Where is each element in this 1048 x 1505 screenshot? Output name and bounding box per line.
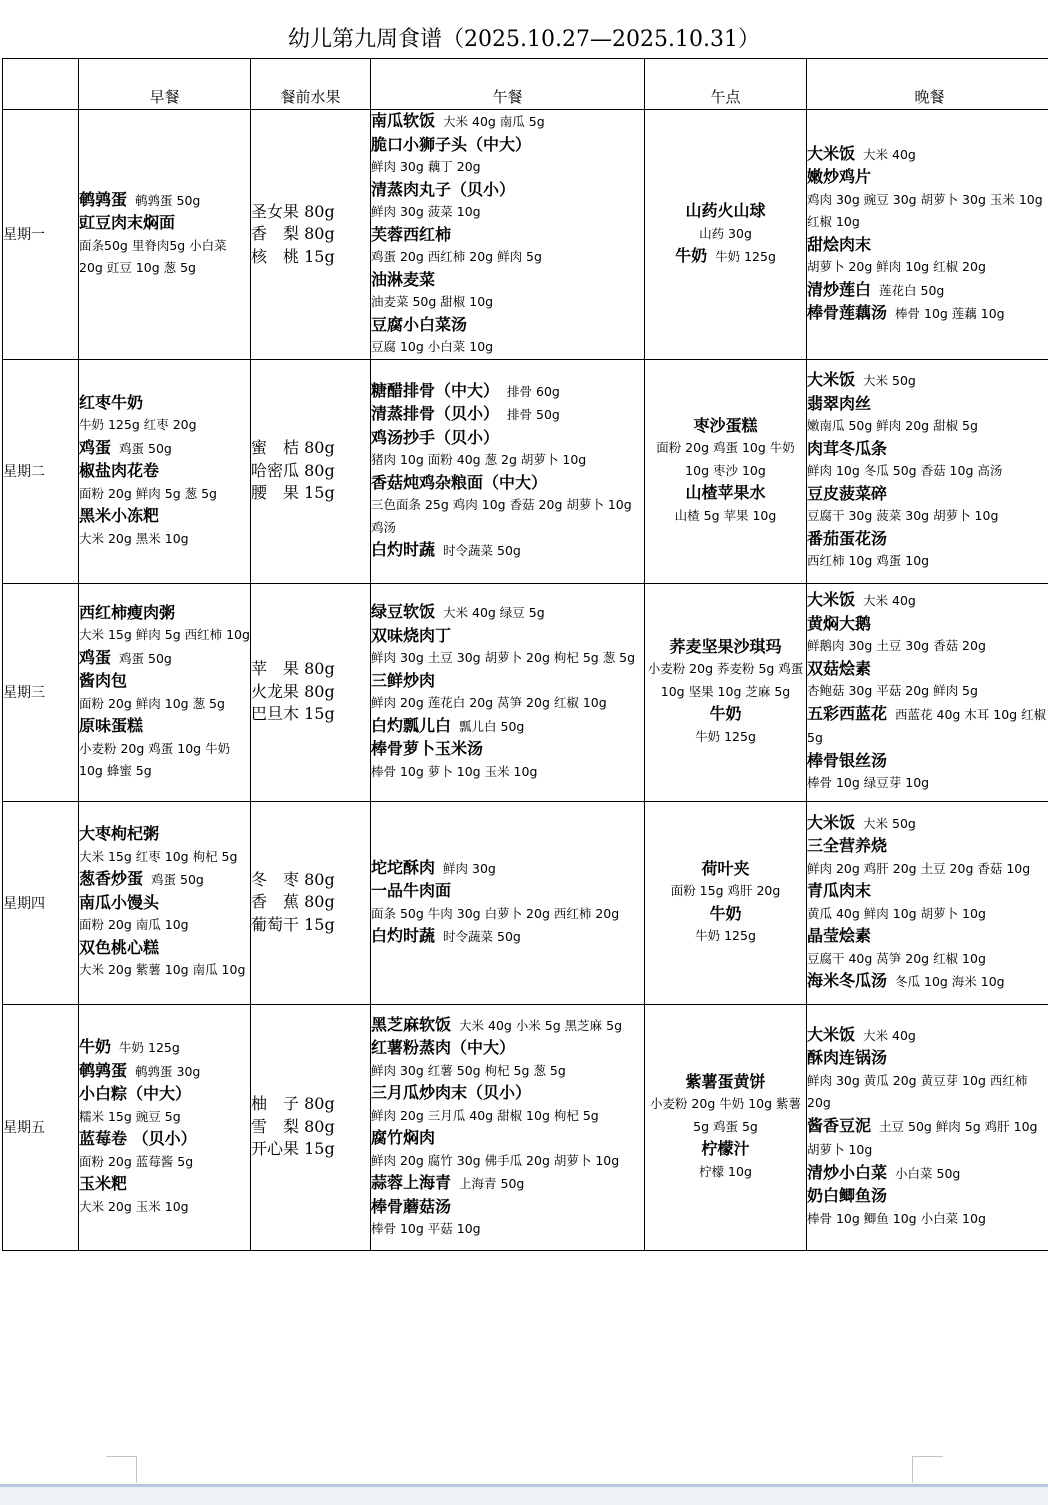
dish-item [807,483,1048,506]
dish-item [371,403,644,427]
dish-item [807,880,1048,903]
dish-name: 南瓜小馒头 [79,893,159,912]
header-dinner: 晚餐 [807,59,1048,110]
dish-item [79,647,250,671]
day-label: 星期五 [3,1004,79,1250]
fruit-item: 巴旦木 15g [251,703,370,726]
dish-ingredients: 大米 50g [863,373,916,388]
header-breakfast: 早餐 [79,59,251,110]
dish-item [807,589,1048,613]
dish-ingredients: 莲花白 50g [879,283,944,298]
dish-ingredients: 糯米 15g 豌豆 5g [79,1106,250,1129]
dish-name: 酱香豆泥 [807,1116,871,1135]
dish-ingredients: 胡萝卜 20g 鲜肉 10g 红椒 20g [807,256,1048,279]
dish-ingredients: 上海青 50g [459,1176,524,1191]
dish-name: 白灼时蔬 [371,540,435,559]
dish-name: 酥肉连锅汤 [807,1048,887,1067]
dish-ingredients: 鸡肉 30g 豌豆 30g 胡萝卜 30g 玉米 10g 红椒 10g [807,189,1048,234]
lunch-cell [371,801,645,1004]
fruit-item: 香 梨 80g [251,223,370,246]
dish-ingredients: 时令蔬菜 50g [443,543,521,558]
dish-name: 糖醋排骨（中大） [371,381,499,400]
dish-name: 绿豆软饭 [371,602,435,621]
dish-item [807,970,1048,994]
dish-ingredients: 鲜肉 10g 冬瓜 50g 香菇 10g 高汤 [807,460,1048,483]
dish-ingredients: 牛奶 125g [119,1040,180,1055]
dish-ingredients: 大米 15g 鲜肉 5g 西红柿 10g [79,624,250,647]
dish-name: 清炒小白菜 [807,1163,887,1182]
dish-item [371,472,644,495]
dish-name: 嫩炒鸡片 [807,167,871,186]
dish-item [807,835,1048,858]
dish-ingredients: 柠檬 10g [645,1161,806,1184]
dish-item [371,1082,644,1105]
dish-name: 棒骨蘑菇汤 [371,1197,451,1216]
dish-name: 双菇烩素 [807,659,871,678]
crop-mark-left [106,1456,137,1483]
dish-ingredients: 西蓝花 40g 木耳 10g 红椒 5g [807,707,1046,746]
dish-item [371,134,644,157]
dish-name: 双色桃心糕 [79,938,159,957]
fruit-item: 葡萄干 15g [251,914,370,937]
snack-cell [645,359,807,583]
dish-name: 坨坨酥肉 [371,858,435,877]
dish-ingredients: 山药 30g [645,223,806,246]
dish-ingredients: 大米 20g 紫薯 10g 南瓜 10g [79,959,250,982]
dish-name: 牛奶 [79,1037,111,1056]
header-row [3,59,1048,110]
day-row [3,110,1048,360]
dish-name: 腐竹焖肉 [371,1128,435,1147]
dish-item [79,715,250,738]
dish-item [79,602,250,625]
dish-name: 荞麦坚果沙琪玛 [669,637,781,656]
dish-name: 黄焖大鹅 [807,614,871,633]
dish-item [807,234,1048,257]
dish-name: 棒骨莲藕汤 [807,303,887,322]
dish-item [645,1138,806,1161]
fruit-cell [251,801,371,1004]
dish-item [371,1172,644,1196]
header-corner [3,59,79,110]
dish-ingredients: 鲜肉 30g 黄瓜 20g 黄豆芽 10g 西红柿 20g [807,1070,1048,1115]
dish-item [807,1024,1048,1048]
dish-ingredients: 大米 40g 绿豆 5g [443,605,545,620]
dish-ingredients: 鲜肉 30g 菠菜 10g [371,201,644,224]
dish-ingredients: 大米 20g 黑米 10g [79,528,250,551]
dish-name: 三鲜炒肉 [371,671,435,690]
dish-ingredients: 猪肉 10g 面粉 40g 葱 2g 胡萝卜 10g [371,449,644,472]
dish-item [371,539,644,563]
dish-ingredients: 面粉 20g 鲜肉 5g 葱 5g [79,483,250,506]
dish-name: 芙蓉西红柿 [371,225,451,244]
dish-name: 豆皮菠菜碎 [807,484,887,503]
dish-ingredients: 鸡蛋 50g [119,441,172,456]
dish-name: 鹌鹑蛋 [79,1061,127,1080]
lunch-cell [371,1004,645,1250]
dish-ingredients: 大米 15g 红枣 10g 枸杞 5g [79,846,250,869]
dish-ingredients: 大米 40g [863,593,916,608]
dish-item [79,1128,250,1151]
dish-ingredients: 棒骨 10g 萝卜 10g 玉米 10g [371,761,644,784]
dish-name: 五彩西蓝花 [807,704,887,723]
dish-item [807,279,1048,303]
dish-ingredients: 牛奶 125g [715,249,776,264]
dish-ingredients: 鲜肉 20g 鸡肝 20g 土豆 20g 香菇 10g [807,858,1048,881]
dish-name: 青瓜肉末 [807,881,871,900]
dish-ingredients: 鸡蛋 20g 西红柿 20g 鲜肉 5g [371,246,644,269]
dish-ingredients: 小麦粉 20g 荞麦粉 5g 鸡蛋 10g 坚果 10g 芝麻 5g [645,658,806,703]
dish-item [645,482,806,505]
fruit-item: 冬 枣 80g [251,869,370,892]
dish-name: 黑米小冻粑 [79,506,159,525]
menu-body [3,110,1048,1251]
dish-item [79,892,250,915]
dish-ingredients: 鸡蛋 50g [151,872,204,887]
dish-item [807,1115,1048,1162]
dish-ingredients: 大米 40g [863,147,916,162]
dish-item [79,460,250,483]
dish-item [807,812,1048,836]
snack-cell [645,583,807,801]
dish-item [371,670,644,693]
dish-item [807,1162,1048,1186]
dish-name: 大米饭 [807,1025,855,1044]
dish-ingredients: 牛奶 125g 红枣 20g [79,414,250,437]
dish-item [645,703,806,726]
breakfast-cell [79,801,251,1004]
dish-name: 荷叶夹 [701,859,749,878]
dish-item [371,925,644,949]
dish-item [371,738,644,761]
header-snack: 午点 [645,59,807,110]
dish-item [79,189,250,213]
dish-item [807,703,1048,750]
dish-name: 山楂苹果水 [685,483,765,502]
dish-ingredients: 面粉 20g 蓝莓酱 5g [79,1151,250,1174]
dish-name: 紫薯蛋黄饼 [685,1072,765,1091]
dish-item [645,636,806,659]
dish-item [807,925,1048,948]
fruit-item: 柚 子 80g [251,1093,370,1116]
dish-ingredients: 面条 50g 牛肉 30g 白萝卜 20g 西红柿 20g [371,903,644,926]
day-label: 星期一 [3,110,79,360]
dish-name: 牛奶 [709,904,741,923]
dish-name: 肉茸冬瓜条 [807,439,887,458]
dish-name: 红枣牛奶 [79,393,143,412]
dish-ingredients: 鹌鹑蛋 30g [135,1064,200,1079]
dish-item [371,857,644,881]
dinner-cell [807,110,1048,360]
dish-ingredients: 小白菜 50g [895,1166,960,1181]
dish-ingredients: 小麦粉 20g 牛奶 10g 紫薯 5g 鸡蛋 5g [645,1093,806,1138]
dish-ingredients: 鲜肉 30g [443,861,496,876]
dish-name: 大米饭 [807,813,855,832]
dish-item [79,1060,250,1084]
dish-item [79,392,250,415]
dish-name: 黑芝麻软饭 [371,1015,451,1034]
dish-ingredients: 杏鲍菇 30g 平菇 20g 鲜肉 5g [807,680,1048,703]
day-row [3,359,1048,583]
dish-ingredients: 豆腐 10g 小白菜 10g [371,336,644,359]
dish-name: 三全营养烧 [807,836,887,855]
dish-name: 牛奶 [709,704,741,723]
dish-name: 鸡蛋 [79,648,111,667]
dish-ingredients: 小麦粉 20g 鸡蛋 10g 牛奶 10g 蜂蜜 5g [79,738,250,783]
fruit-item: 蜜 桔 80g [251,437,370,460]
day-row [3,1004,1048,1250]
header-lunch: 午餐 [371,59,645,110]
dish-item [807,1047,1048,1070]
dish-item [371,380,644,404]
fruit-item: 哈密瓜 80g [251,460,370,483]
dish-ingredients: 油麦菜 50g 甜椒 10g [371,291,644,314]
dish-item [371,625,644,648]
dish-item [807,369,1048,393]
dish-ingredients: 鲜肉 30g 红薯 50g 枸杞 5g 葱 5g [371,1060,644,1083]
dish-ingredients: 大米 40g [863,1028,916,1043]
dish-item [371,224,644,247]
fruit-cell [251,359,371,583]
lunch-cell [371,110,645,360]
dish-item [645,903,806,926]
dish-ingredients: 面条50g 里脊肉5g 小白菜 20g 豇豆 10g 葱 5g [79,235,250,280]
dish-ingredients: 豆腐干 30g 菠菜 30g 胡萝卜 10g [807,505,1048,528]
dish-ingredients: 面粉 20g 鲜肉 10g 葱 5g [79,693,250,716]
dish-ingredients: 大米 50g [863,816,916,831]
dish-name: 棒骨银丝汤 [807,751,887,770]
dish-item [371,880,644,903]
crop-mark-right [912,1456,943,1483]
dish-item [371,427,644,450]
dish-ingredients: 冬瓜 10g 海米 10g [895,974,1005,989]
dish-ingredients: 排骨 50g [507,407,560,422]
dish-name: 大米饭 [807,590,855,609]
dish-ingredients: 嫩南瓜 50g 鲜肉 20g 甜椒 5g [807,415,1048,438]
dish-item [645,858,806,881]
dish-name: 小白粽（中大） [79,1084,191,1103]
day-label: 星期四 [3,801,79,1004]
page-title: 幼儿第九周食谱（2025.10.27—2025.10.31） [0,22,1048,53]
dish-ingredients: 面粉 15g 鸡肝 20g [645,880,806,903]
snack-cell [645,801,807,1004]
dish-name: 三月瓜炒肉末（贝小） [371,1083,531,1102]
dish-item [79,823,250,846]
fruit-cell [251,110,371,360]
dish-item [807,750,1048,773]
dish-name: 豆腐小白菜汤 [371,315,467,334]
dish-name: 红薯粉蒸肉（中大） [371,1038,515,1057]
dish-ingredients: 棒骨 10g 平菇 10g [371,1218,644,1241]
breakfast-cell [79,1004,251,1250]
dish-name: 豇豆肉末焖面 [79,213,175,232]
dish-item [807,528,1048,551]
fruit-item: 圣女果 80g [251,201,370,224]
fruit-item: 腰 果 15g [251,482,370,505]
dish-item [79,505,250,528]
dish-item [79,1083,250,1106]
fruit-item: 开心果 15g [251,1138,370,1161]
dish-name: 一品牛肉面 [371,881,451,900]
dish-item [807,393,1048,416]
dish-name: 棒骨萝卜玉米汤 [371,739,483,758]
dinner-cell [807,1004,1048,1250]
dish-item [371,601,644,625]
dish-name: 蓝莓卷 （贝小） [79,1129,197,1148]
dish-name: 柠檬汁 [701,1139,749,1158]
dish-item [371,1196,644,1219]
dish-item [645,1071,806,1094]
dish-item [79,670,250,693]
dish-item [807,438,1048,461]
dish-name: 油淋麦菜 [371,270,435,289]
dish-ingredients: 鲜肉 30g 土豆 30g 胡萝卜 20g 枸杞 5g 葱 5g [371,647,644,670]
dish-ingredients: 鲜肉 20g 莲花白 20g 莴笋 20g 红椒 10g [371,692,644,715]
snack-cell [645,110,807,360]
dish-name: 葱香炒蛋 [79,869,143,888]
dish-ingredients: 大米 20g 玉米 10g [79,1196,250,1219]
dish-name: 清炒莲白 [807,280,871,299]
dish-ingredients: 棒骨 10g 莲藕 10g [895,306,1005,321]
dish-name: 玉米粑 [79,1174,127,1193]
dinner-cell [807,359,1048,583]
fruit-item: 火龙果 80g [251,681,370,704]
day-label: 星期三 [3,583,79,801]
dish-name: 清蒸肉丸子（贝小） [371,180,515,199]
menu-table [2,58,1048,1251]
dish-name: 大枣枸杞粥 [79,824,159,843]
fruit-item: 雪 梨 80g [251,1116,370,1139]
fruit-cell [251,1004,371,1250]
dish-ingredients: 土豆 50g 鲜肉 5g 鸡肝 10g 胡萝卜 10g [807,1119,1037,1158]
fruit-cell [251,583,371,801]
dish-item [645,245,806,269]
dish-ingredients: 牛奶 125g [645,726,806,749]
breakfast-cell [79,110,251,360]
dish-item [79,437,250,461]
dish-item [371,715,644,739]
dish-item [807,166,1048,189]
dish-name: 山药火山球 [685,201,765,220]
dish-name: 清蒸排骨（贝小） [371,404,499,423]
dish-item [807,1185,1048,1208]
dish-name: 海米冬瓜汤 [807,971,887,990]
dish-item [371,110,644,134]
dish-item [371,269,644,292]
dish-ingredients: 鹌鹑蛋 50g [135,193,200,208]
dish-ingredients: 黄瓜 40g 鲜肉 10g 胡萝卜 10g [807,903,1048,926]
dish-item [371,1127,644,1150]
dish-name: 鸡汤抄手（贝小） [371,428,499,447]
dish-name: 脆口小狮子头（中大） [371,135,531,154]
breakfast-cell [79,583,251,801]
dish-item [807,302,1048,326]
dish-name: 原味蛋糕 [79,716,143,735]
dish-name: 晶莹烩素 [807,926,871,945]
fruit-item: 核 桃 15g [251,246,370,269]
dish-name: 翡翠肉丝 [807,394,871,413]
dish-item [79,1173,250,1196]
dish-item [79,212,250,235]
lunch-cell [371,359,645,583]
dish-name: 枣沙蛋糕 [693,416,757,435]
dish-ingredients: 牛奶 125g [645,925,806,948]
day-label: 星期二 [3,359,79,583]
dish-name: 西红柿瘦肉粥 [79,603,175,622]
dish-ingredients: 西红柿 10g 鸡蛋 10g [807,550,1048,573]
dish-name: 鹌鹑蛋 [79,190,127,209]
dish-ingredients: 鲜肉 20g 腐竹 30g 佛手瓜 20g 胡萝卜 10g [371,1150,644,1173]
dish-ingredients: 鲜肉 30g 藕丁 20g [371,156,644,179]
dish-ingredients: 鲜肉 20g 三月瓜 40g 甜椒 10g 枸杞 5g [371,1105,644,1128]
dish-name: 甜烩肉末 [807,235,871,254]
snack-cell [645,1004,807,1250]
dish-ingredients: 棒骨 10g 鲫鱼 10g 小白菜 10g [807,1208,1048,1231]
dish-name: 南瓜软饭 [371,111,435,130]
dinner-cell [807,583,1048,801]
dish-item [807,658,1048,681]
dish-name: 鸡蛋 [79,438,111,457]
dish-name: 椒盐肉花卷 [79,461,159,480]
dish-ingredients: 面粉 20g 鸡蛋 10g 牛奶 10g 枣沙 10g [645,437,806,482]
dish-item [645,200,806,223]
dish-name: 奶白鲫鱼汤 [807,1186,887,1205]
dish-ingredients: 鲜鹅肉 30g 土豆 30g 香菇 20g [807,635,1048,658]
dish-item [79,937,250,960]
dish-ingredients: 面粉 20g 南瓜 10g [79,914,250,937]
dish-name: 酱肉包 [79,671,127,690]
dish-name: 大米饭 [807,370,855,389]
dish-ingredients: 棒骨 10g 绿豆芽 10g [807,772,1048,795]
header-fruit: 餐前水果 [251,59,371,110]
dish-name: 双味烧肉丁 [371,626,451,645]
dish-ingredients: 三色面条 25g 鸡肉 10g 香菇 20g 胡萝卜 10g 鸡汤 [371,494,644,539]
fruit-item: 苹 果 80g [251,658,370,681]
breakfast-cell [79,359,251,583]
dinner-cell [807,801,1048,1004]
dish-item [807,613,1048,636]
dish-item [807,143,1048,167]
dish-item [79,1036,250,1060]
dish-name: 牛奶 [675,246,707,265]
dish-item [371,1037,644,1060]
dish-item [371,179,644,202]
dish-item [371,314,644,337]
dish-item [79,868,250,892]
day-row [3,583,1048,801]
lunch-cell [371,583,645,801]
dish-ingredients: 瓢儿白 50g [459,719,524,734]
dish-ingredients: 鸡蛋 50g [119,651,172,666]
dish-ingredients: 山楂 5g 苹果 10g [645,505,806,528]
dish-name: 白灼瓢儿白 [371,716,451,735]
dish-name: 番茄蛋花汤 [807,529,887,548]
dish-name: 大米饭 [807,144,855,163]
dish-name: 蒜蓉上海青 [371,1173,451,1192]
dish-ingredients: 豆腐干 40g 莴笋 20g 红椒 10g [807,948,1048,971]
fruit-item: 香 蕉 80g [251,891,370,914]
dish-name: 白灼时蔬 [371,926,435,945]
dish-item [645,415,806,438]
dish-name: 香菇炖鸡杂粮面（中大） [371,473,547,492]
dish-ingredients: 排骨 60g [507,384,560,399]
dish-ingredients: 时令蔬菜 50g [443,929,521,944]
dish-ingredients: 大米 40g 小米 5g 黑芝麻 5g [459,1018,622,1033]
dish-ingredients: 大米 40g 南瓜 5g [443,114,545,129]
day-row [3,801,1048,1004]
dish-item [371,1014,644,1038]
